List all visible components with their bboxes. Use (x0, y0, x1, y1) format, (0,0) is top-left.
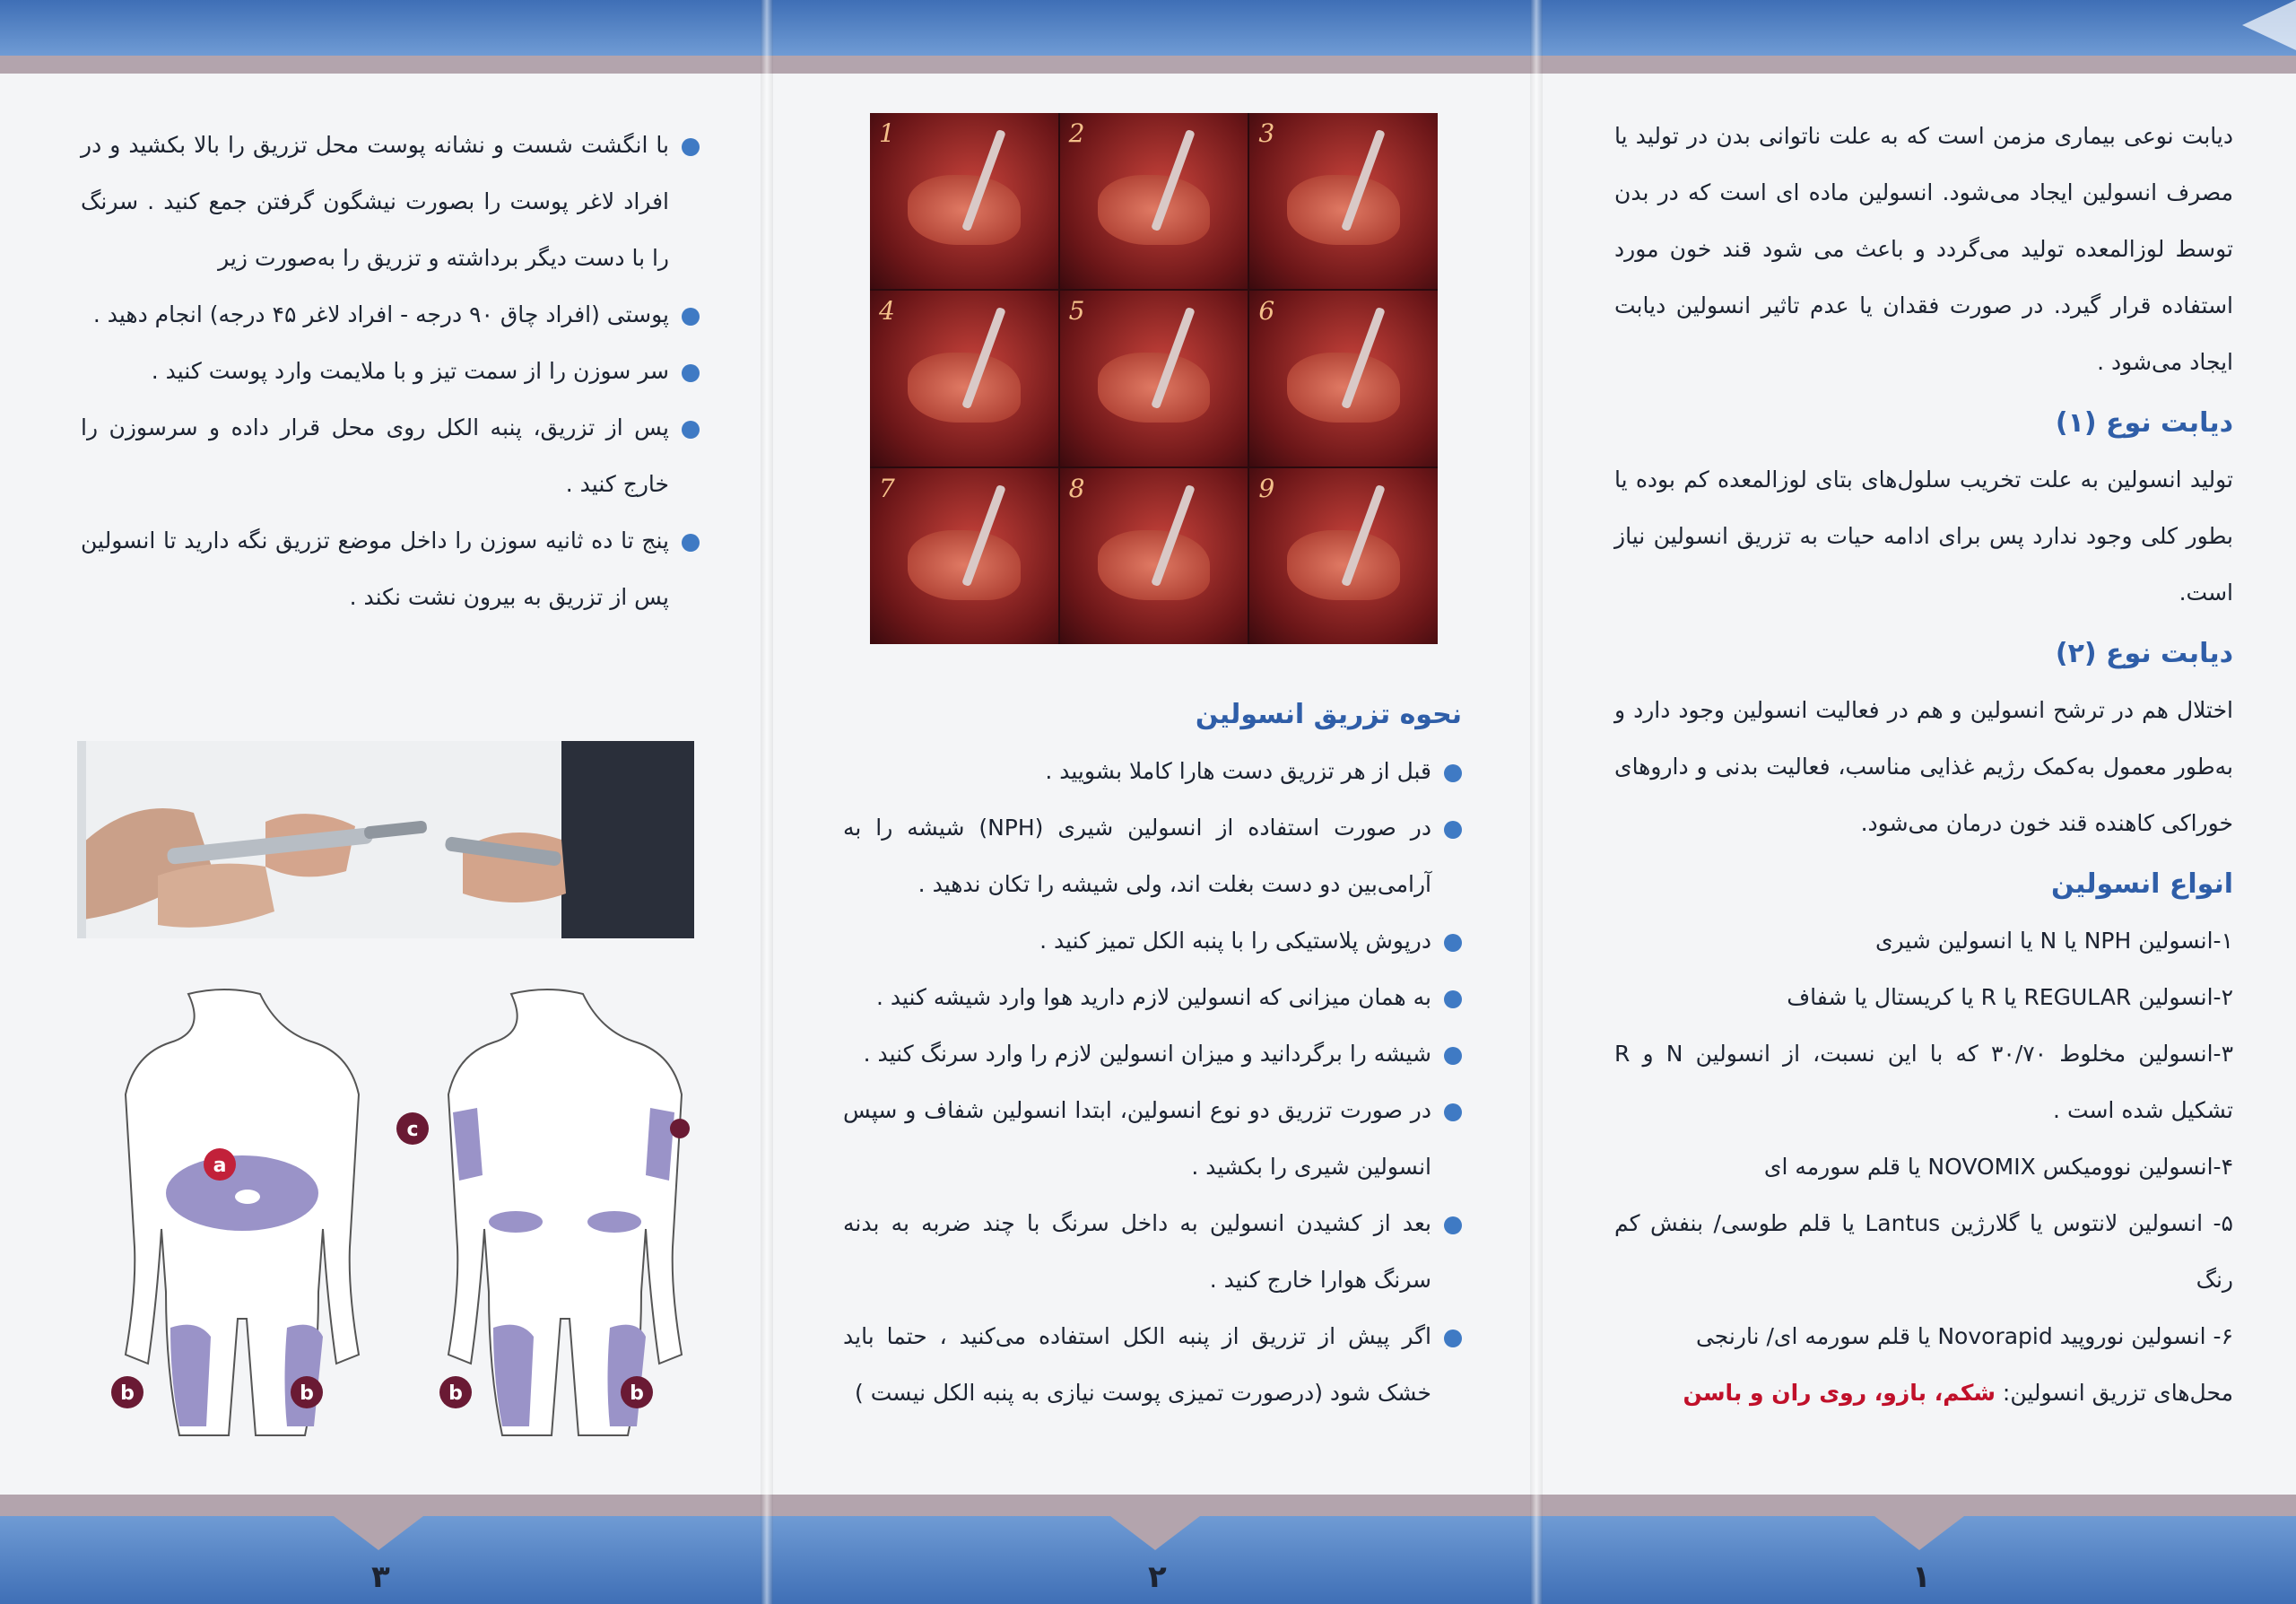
bottom-stripe (0, 1495, 2296, 1516)
marker-b-2 (291, 1376, 323, 1408)
marker-a (204, 1148, 236, 1181)
list-item: سر سوزن را از سمت تیز و با ملایمت وارد پوست کنید . (81, 343, 700, 399)
type1-paragraph: تولید انسولین به علت تخریب سلول‌های بتای لوزالمعده کم بوده یا بطور کلی وجود ندارد پس برای ادامه حیات به تزریق انسولین نیاز است. (1614, 466, 2233, 606)
fold-line-right (1530, 0, 1543, 1604)
insulin-pen-photo (77, 741, 694, 938)
panel-middle (843, 682, 1462, 1421)
marker-b-label: b (630, 1382, 644, 1405)
step-photo (1060, 468, 1248, 644)
injection-steps-list (843, 743, 1462, 1421)
injection-sites-line (1614, 1364, 2233, 1421)
page-notch-3 (334, 1516, 423, 1550)
fold-line-left (761, 0, 773, 1604)
list-item: قبل از هر تزریق دست هارا کاملا بشویید . (843, 743, 1462, 799)
back-thigh-zone-right (608, 1325, 647, 1426)
list-item: ۳-انسولین مخلوط ۳۰/۷۰ که با این نسبت، از انسولین N و R تشکیل شده است . (1614, 1041, 2233, 1123)
body-back-figure (448, 989, 682, 1435)
injection-steps-photo-grid (870, 113, 1438, 644)
page-number-1: ۱ (1912, 1559, 1931, 1595)
marker-b-3 (439, 1376, 472, 1408)
step-photo (870, 291, 1058, 466)
step-photo-number: 1 (879, 118, 895, 148)
step-photo-number: 6 (1258, 296, 1275, 326)
list-item: ۴-انسولین نوومیکس NOVOMIX یا قلم سورمه ای (1763, 1154, 2233, 1180)
step-photo (1060, 291, 1248, 466)
list-item: در صورت استفاده از انسولین شیری (NPH) شیشه را به آرامی‌بین دو دست بغلت اند، ولی شیشه را تکان ندهید . (843, 799, 1462, 912)
step-photo (870, 113, 1058, 289)
marker-c-1 (396, 1112, 429, 1145)
list-item: در صورت تزریق دو نوع انسولین، ابتدا انسولین شفاف و سپس انسولین شیری را بکشید . (843, 1082, 1462, 1195)
list-item: شیشه را برگردانید و میزان انسولین لازم را وارد سرنگ کنید . (843, 1025, 1462, 1082)
list-item: با انگشت شست و نشانه پوست محل تزریق را بالا بکشید و در افراد لاغر پوست را بصورت نیشگون گرفتن جمع کنید . سرنگ را با دست دیگر برداشته و تزریق را به‌صورت زیر (81, 117, 700, 286)
top-band (0, 0, 2296, 56)
step-photo (1249, 113, 1438, 289)
intro-paragraph: دیابت نوعی بیماری مزمن است که به علت ناتوانی بدن در تولید یا مصرف انسولین ایجاد می‌شود. انسولین ماده ای است که در بدن توسط لوزالمعده تولید می‌گردد و باعث می شود قند خون مورد استفاده قرار گیرد. در صورت فقدان یا عدم تاثیر انسولین دیابت ایجاد می‌شود . (1614, 123, 2233, 375)
step-photo-number: 9 (1258, 474, 1275, 503)
marker-c-label: c (406, 1119, 419, 1141)
step-photo-number: 3 (1258, 118, 1275, 148)
injection-method-heading: نحوه تزریق انسولین (1195, 699, 1462, 730)
injection-sites-diagram (63, 978, 691, 1462)
type2-paragraph: اختلال هم در ترشح انسولین و هم در فعالیت انسولین وجود دارد و به‌طور معمول به‌کمک رژیم غذایی مناسب، فعالیت بدنی و داروهای خوراکی کاهنده قند خون درمان می‌شود. (1614, 697, 2233, 836)
list-item: ۲-انسولین REGULAR یا R یا کریستال یا شفاف (1787, 984, 2233, 1010)
step-photo-number: 2 (1068, 118, 1085, 148)
type1-heading: دیابت نوع (۱) (2055, 407, 2233, 439)
marker-a-label: a (213, 1155, 227, 1177)
list-item: پنج تا ده ثانیه سوزن را داخل موضع تزریق نگه دارید تا انسولین پس از تزریق به بیرون نشت نکند . (81, 512, 700, 625)
step-photo (1249, 291, 1438, 466)
step-photo-number: 4 (879, 296, 895, 326)
page-notch-2 (1110, 1516, 1200, 1550)
step-photo (870, 468, 1058, 644)
list-item: ۱-انسولین NPH یا N یا انسولین شیری (1874, 928, 2233, 954)
marker-b-label: b (120, 1382, 135, 1405)
list-item: اگر پیش از تزریق از پنبه الکل استفاده می‌کنید ، حتما باید خشک شود (درصورت تمیزی پوست نیازی به پنبه الکل نیست ) (843, 1308, 1462, 1421)
buttock-zone-right (587, 1211, 641, 1233)
list-item: ۵- انسولین لانتوس یا گلارژین Lantus یا قلم طوسی/ بنفش کم رنگ (1614, 1210, 2233, 1293)
top-corner-arrow (2242, 0, 2296, 50)
thigh-zone-right (285, 1325, 324, 1426)
step-photo-number: 5 (1068, 296, 1085, 326)
buttock-zone-left (489, 1211, 543, 1233)
insulin-types-heading: انواع انسولین (2051, 868, 2233, 900)
injection-sites-value: شکم، بازو، روی ران و باسن (1683, 1380, 1996, 1406)
navel (235, 1190, 260, 1204)
list-item: بعد از کشیدن انسولین به داخل سرنگ با چند ضربه به بدنه سرنگ هوارا خارج کنید . (843, 1195, 1462, 1308)
type2-heading: دیابت نوع (۲) (2055, 638, 2233, 669)
panel-right (1614, 108, 2233, 1421)
step-photo-number: 7 (879, 474, 895, 503)
list-item: پوستی (افراد چاق ۹۰ درجه - افراد لاغر ۴۵ درجه) انجام دهید . (81, 286, 700, 343)
list-item: پس از تزریق، پنبه الکل روی محل قرار داده و سرسوزن را خارج کنید . (81, 399, 700, 512)
step-photo (1249, 468, 1438, 644)
page-number-2: ۲ (1148, 1559, 1167, 1595)
panel-left (81, 117, 700, 625)
list-item: درپوش پلاستیکی را با پنبه الکل تمیز کنید . (843, 912, 1462, 969)
top-stripe (0, 56, 2296, 74)
step-photo-number: 8 (1068, 474, 1085, 503)
step-photo (1060, 113, 1248, 289)
marker-b-4 (621, 1376, 653, 1408)
marker-b-1 (111, 1376, 144, 1408)
insulin-types-list (1614, 912, 2233, 1364)
marker-c-2 (670, 1119, 690, 1138)
list-item: به همان میزانی که انسولین لازم دارید هوا وارد شیشه کنید . (843, 969, 1462, 1025)
marker-b-label: b (448, 1382, 463, 1405)
marker-b-label: b (300, 1382, 314, 1405)
injection-sites-label: محل‌های تزریق انسولین: (2002, 1380, 2233, 1406)
list-item: ۶- انسولین نوروپید Novorapid یا قلم سورمه ای/ نارنجی (1695, 1323, 2233, 1349)
page-notch-1 (1874, 1516, 1964, 1550)
injection-steps-list-continued (81, 117, 700, 625)
page-number-3: ۳ (371, 1559, 390, 1595)
